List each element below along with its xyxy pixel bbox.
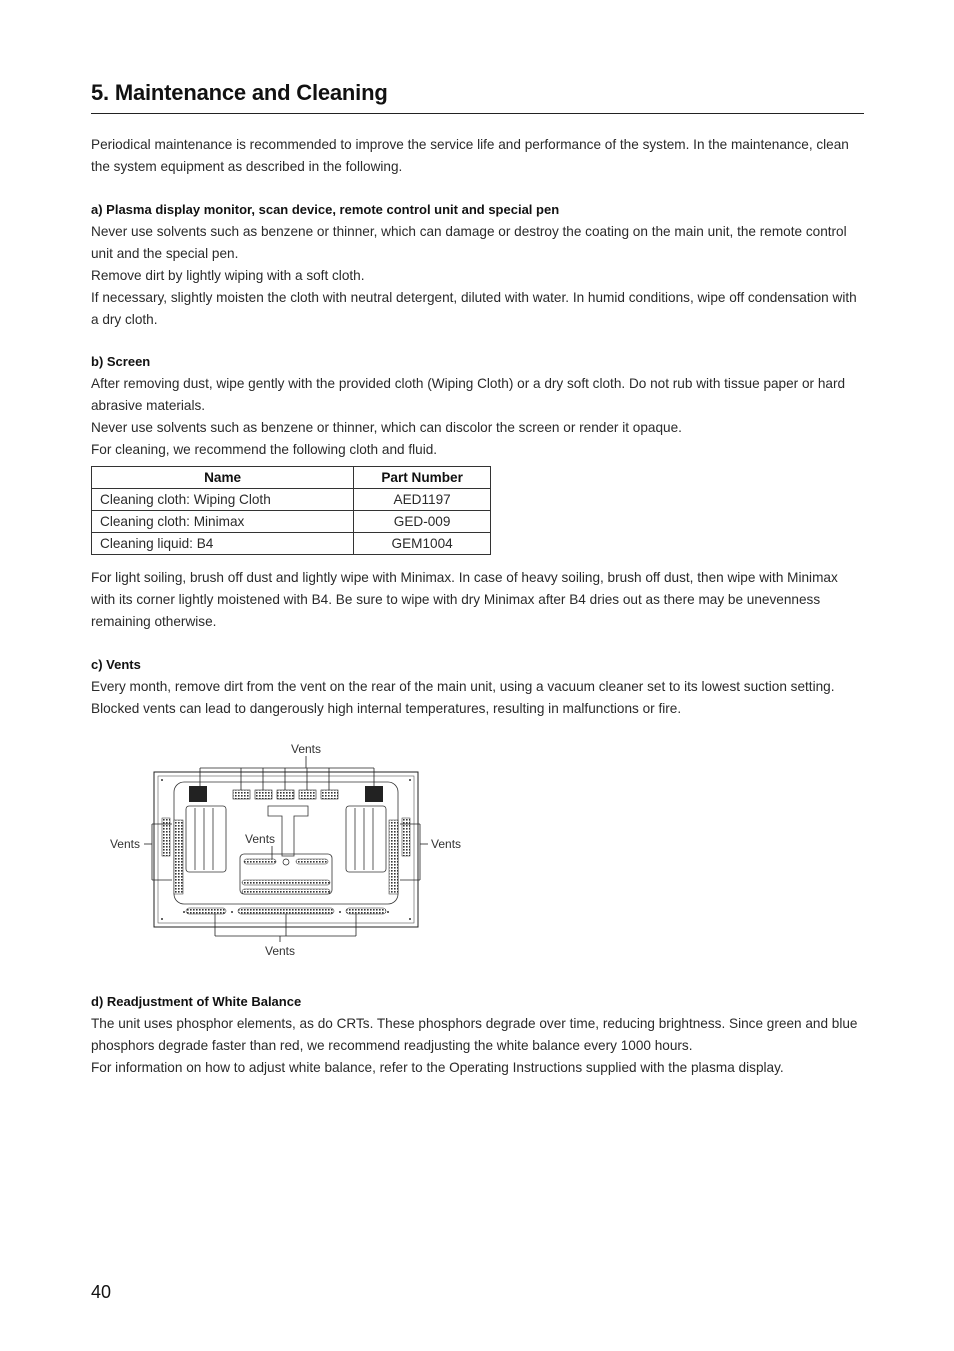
section-b-para-2: Never use solvents such as benzene or thinner, which can discolor the screen or render it opaque. <box>91 420 682 435</box>
vents-label-right: Vents <box>431 837 462 851</box>
table-header-row <box>92 467 491 489</box>
vents-label-bottom: Vents <box>264 944 296 958</box>
section-a-heading: a) Plasma display monitor, scan device, remote control unit and special pen <box>91 202 560 217</box>
table-cell-part: GED-009 <box>354 511 491 533</box>
section-a-para-1: Never use solvents such as benzene or thinner, which can damage or destroy the coating on the main unit, the remote control unit and the special pen. <box>91 224 847 261</box>
table-cell-part: AED1197 <box>354 489 491 511</box>
table-row <box>92 489 491 511</box>
section-d-para-2: For information on how to adjust white balance, refer to the Operating Instructions supplied with the plasma display. <box>91 1060 784 1075</box>
vents-label-top: Vents <box>290 742 322 756</box>
table-row <box>92 511 491 533</box>
table-cell-part: GEM1004 <box>354 533 491 555</box>
section-c-heading: c) Vents <box>91 657 141 672</box>
section-a-para-3: If necessary, slightly moisten the cloth with neutral detergent, diluted with water. In humid conditions, wipe off condensation with a dry cloth. <box>91 290 857 327</box>
section-b-heading: b) Screen <box>91 354 151 369</box>
section-d-heading: d) Readjustment of White Balance <box>91 994 302 1009</box>
section-b-after-table: For light soiling, brush off dust and lightly wipe with Minimax. In case of heavy soiling, brush off dust, then wipe with Minimax with its corner lightly moistened with B4. Be sure to wipe with dry Minimax after B4 dries out as there may be unevenness remaining otherwise. <box>91 570 838 629</box>
title-rule <box>91 113 864 114</box>
vents-label-center: Vents <box>245 832 276 846</box>
section-c-para: Every month, remove dirt from the vent on the rear of the main unit, using a vacuum cleaner set to its lowest suction setting. Blocked vents can lead to dangerously high internal temperatures, resulting in malfunctions or fire. <box>91 679 835 716</box>
rear-vents-diagram <box>100 738 480 964</box>
section-b-para-1: After removing dust, wipe gently with the provided cloth (Wiping Cloth) or a dry soft cloth. Do not rub with tissue paper or hard abrasive materials. <box>91 376 846 413</box>
table-cell-name: Cleaning cloth: Minimax <box>92 511 354 533</box>
table-cell-name: Cleaning cloth: Wiping Cloth <box>92 489 354 511</box>
page-number: 40 <box>91 1282 112 1302</box>
table-header-name: Name <box>92 467 354 489</box>
page-title: 5. Maintenance and Cleaning <box>91 80 388 105</box>
table-header-part-number: Part Number <box>354 467 491 489</box>
section-a-para-2: Remove dirt by lightly wiping with a soft cloth. <box>91 268 365 283</box>
section-d-para-1: The unit uses phosphor elements, as do CRTs. These phosphors degrade over time, reducing brightness. Since green and blue phosphors degrade faster than red, we recommend readjusting the white balance every 1000 hours. <box>91 1016 858 1053</box>
section-b-para-3: For cleaning, we recommend the following cloth and fluid. <box>91 442 438 457</box>
bottom-vents <box>186 908 386 914</box>
table-cell-name: Cleaning liquid: B4 <box>92 533 354 555</box>
vents-label-left: Vents <box>109 837 140 851</box>
intro-paragraph: Periodical maintenance is recommended to improve the service life and performance of the system. In the maintenance, clean the system equipment as described in the following. <box>91 137 849 174</box>
cleaning-parts-table <box>91 466 491 555</box>
table-row <box>92 533 491 555</box>
